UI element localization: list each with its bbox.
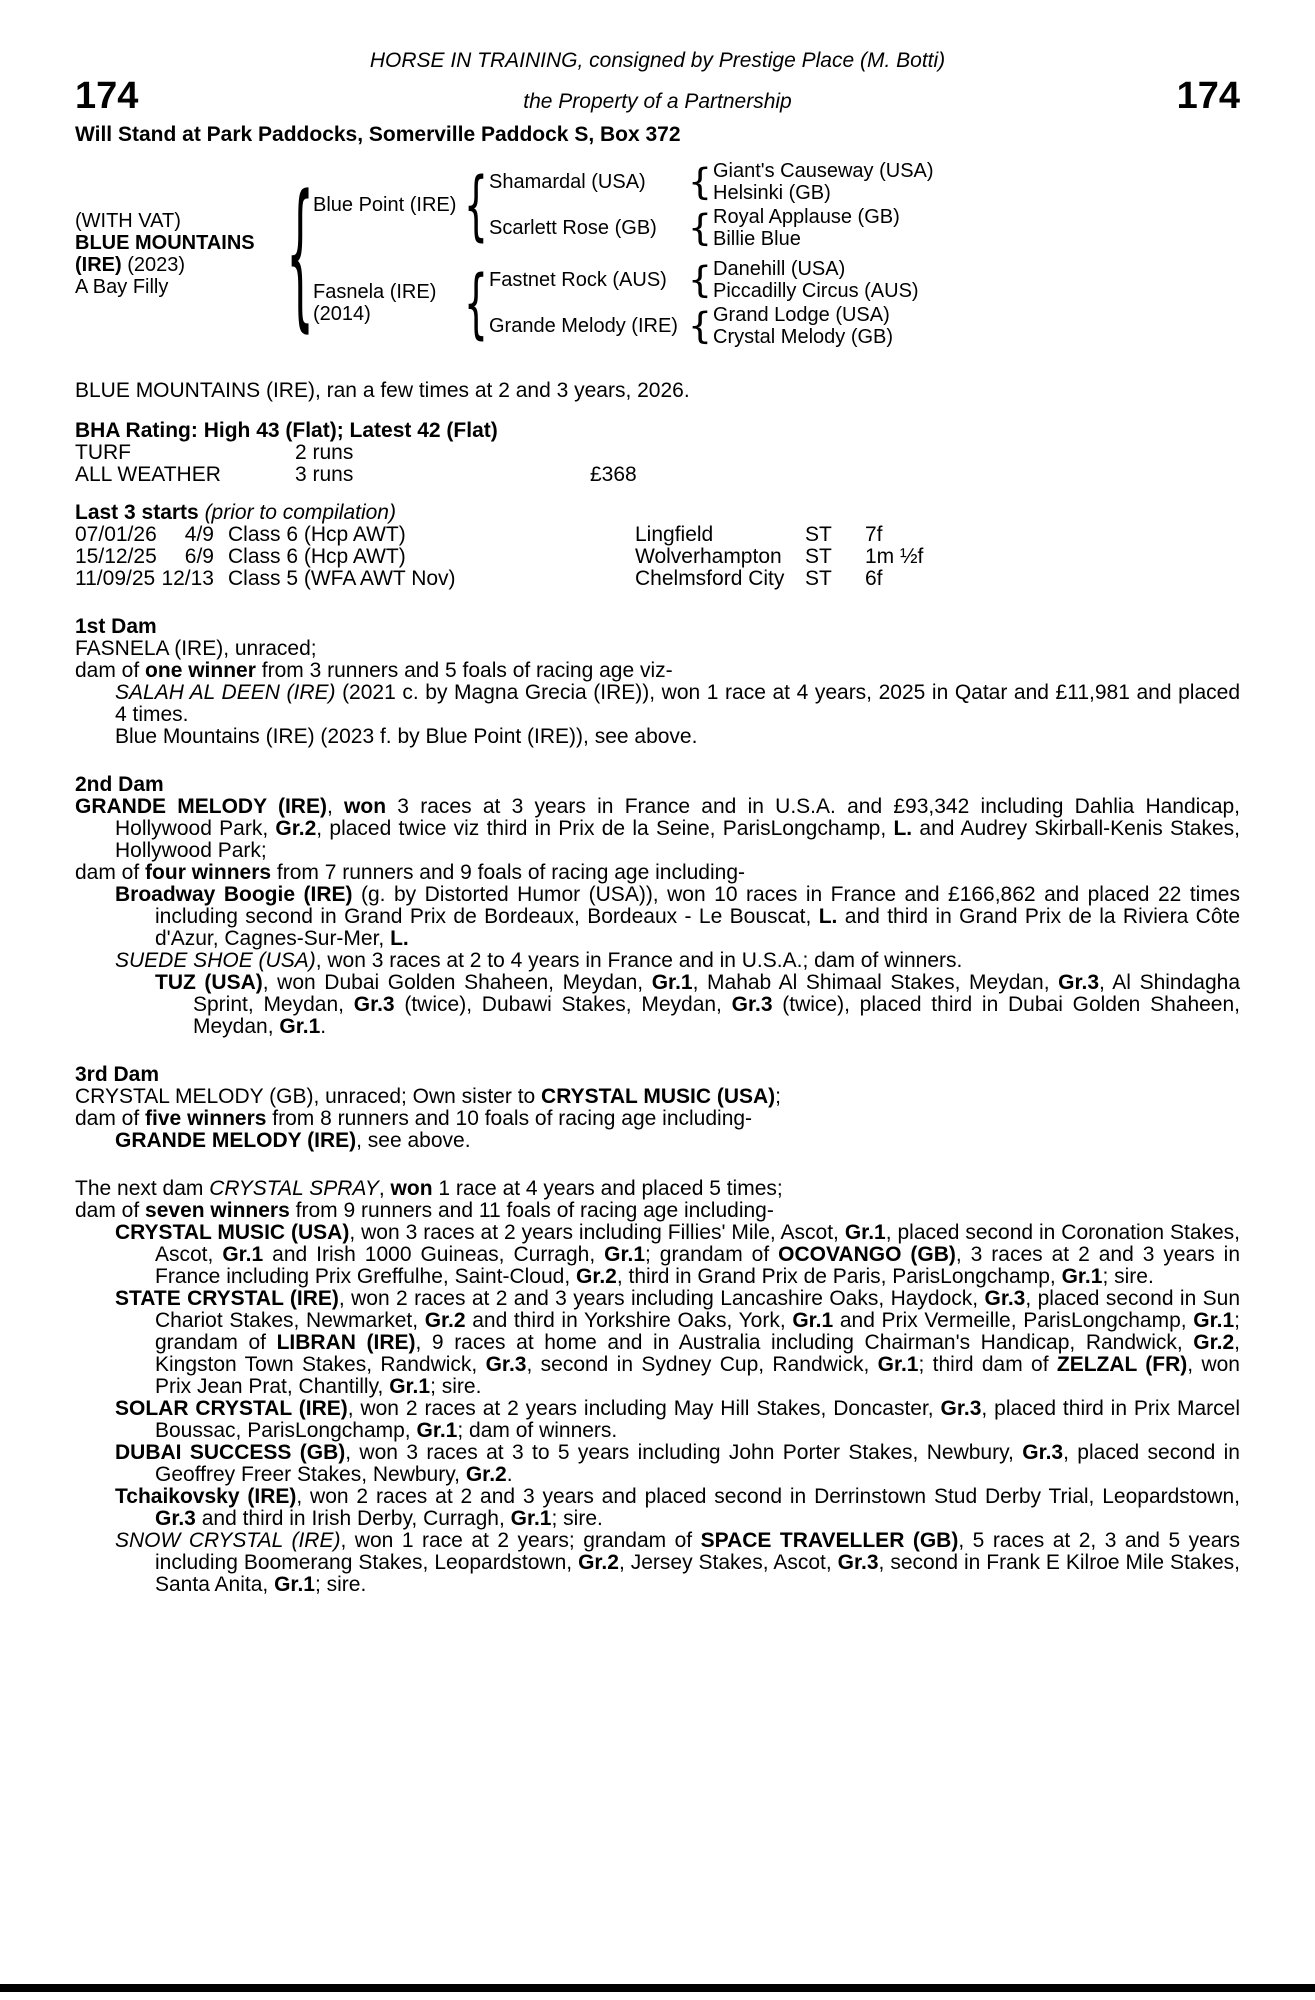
surface-earnings (590, 442, 1240, 464)
surface-label: ALL WEATHER (75, 463, 221, 486)
last-starts-heading (75, 502, 1240, 524)
brace-icon (687, 217, 713, 239)
property-line: the Property of a Partnership (523, 90, 792, 113)
section-1st-dam (75, 616, 1240, 748)
start-date: 07/01/26 (75, 523, 157, 546)
dam-grandparents (489, 258, 1240, 348)
pedigree-table (75, 160, 1240, 348)
last-starts-title: Last 3 starts (75, 501, 199, 524)
start-row (75, 546, 1240, 568)
sire-branch (313, 160, 1240, 250)
start-course: Lingfield (635, 523, 714, 546)
start-row (75, 568, 1240, 590)
sire-sire-branch (489, 160, 1240, 204)
pedigree-paragraph: SALAH AL DEEN (IRE) (2021 c. by Magna Grecia (IRE)), won 1 race at 4 years, 2025 in Qatar and £11,981 and placed 4 times. (115, 681, 1240, 726)
subject-description: A Bay Filly (75, 276, 169, 298)
section-heading: 2nd Dam (75, 773, 164, 796)
pedigree-paragraph: dam of one winner from 3 runners and 5 foals of racing age viz- (75, 659, 673, 682)
lot-number-left: 174 (75, 75, 139, 117)
dam-sire-branch (489, 258, 1240, 302)
section-3rd-dam (75, 1064, 1240, 1152)
dam-sire-sire-name: Danehill (USA) (713, 258, 846, 280)
start-row (75, 524, 1240, 546)
sire-grandparents (489, 160, 1240, 250)
start-race-class: Class 5 (WFA AWT Nov) (228, 567, 456, 590)
brace-icon (463, 292, 489, 314)
brace-icon (687, 315, 713, 337)
pedigree-parents (313, 160, 1240, 348)
page-edge-bar (0, 1984, 1315, 1992)
start-date: 11/09/25 (75, 567, 156, 590)
brace-icon (687, 269, 713, 291)
start-race-class: Class 6 (Hcp AWT) (228, 545, 406, 568)
sire-dam-sire-name: Royal Applause (GB) (713, 206, 900, 228)
surface-runs: 3 runs (295, 463, 354, 486)
pedigree-paragraph: SNOW CRYSTAL (IRE), won 1 race at 2 years; grandam of SPACE TRAVELLER (GB), 5 races at 2, 3 and 5 years including Boomerang Stakes, Leopardstown, Gr.2, Jersey Stakes, Ascot, Gr.3, second in Frank E Kilroe Mile Stakes, Santa Anita, Gr.1; sire. (115, 1529, 1240, 1596)
lot-number-right: 174 (1176, 75, 1240, 117)
lot-row (75, 76, 1240, 116)
dam-dam-branch (489, 304, 1240, 348)
start-position: 12/13 (161, 567, 214, 590)
pedigree-paragraph: SUEDE SHOE (USA), won 3 races at 2 to 4 years in France and in U.S.A.; dam of winners. (115, 949, 963, 972)
pedigree-paragraph: The next dam CRYSTAL SPRAY, won 1 race at 4 years and placed 5 times; (75, 1177, 783, 1200)
start-race-class: Class 6 (Hcp AWT) (228, 523, 406, 546)
dam-year: (2014) (313, 303, 371, 325)
section-heading: 3rd Dam (75, 1063, 160, 1086)
subject-name: BLUE MOUNTAINS (75, 232, 255, 254)
sire-dam-name: Scarlett Rose (GB) (489, 217, 657, 239)
surface-runs: 2 runs (295, 441, 354, 464)
dam-name: Fasnela (IRE) (313, 281, 437, 303)
surface-row-turf (75, 442, 1240, 464)
start-course: Wolverhampton (635, 545, 782, 568)
start-going: ST (805, 545, 832, 568)
surface-row-all-weather (75, 464, 1240, 486)
pedigree-paragraph: dam of four winners from 7 runners and 9 foals of racing age including- (75, 861, 745, 884)
pedigree-paragraph: GRANDE MELODY (IRE), won 3 races at 3 years in France and in U.S.A. and £93,342 including Dahlia Handicap, Hollywood Park, Gr.2, placed twice viz third in Prix de la Seine, ParisLongchamp, L. and Audrey Skirball-Kenis Stakes, Hollywood Park; (75, 795, 1241, 862)
pedigree-paragraph: Tchaikovsky (IRE), won 2 races at 2 and 3 years and placed second in Derrinstown Stud Derby Trial, Leopardstown, Gr.3 and third in Irish Derby, Curragh, Gr.1; sire. (115, 1485, 1240, 1530)
pedigree-paragraph: CRYSTAL MELODY (GB), unraced; Own sister to CRYSTAL MUSIC (USA); (75, 1085, 781, 1108)
pedigree-paragraph: DUBAI SUCCESS (GB), won 3 races at 3 to 5 years including John Porter Stakes, Newbury, Gr.3, placed second in Geoffrey Freer Stakes, Newbury, Gr.2. (115, 1441, 1240, 1486)
section-heading: 1st Dam (75, 615, 157, 638)
dam-sire-dam-name: Piccadilly Circus (AUS) (713, 280, 919, 302)
subject-year: (2023) (121, 254, 186, 276)
dam-sire-name: Fastnet Rock (AUS) (489, 269, 667, 291)
start-position: 4/9 (184, 523, 214, 546)
start-position: 6/9 (184, 545, 214, 568)
subject-country: (IRE) (75, 254, 122, 276)
brace-icon (287, 243, 313, 265)
start-distance: 1m ½f (865, 545, 924, 568)
section-next-dam (75, 1178, 1240, 1596)
dam-dam-dam-name: Crystal Melody (GB) (713, 326, 894, 348)
sire-dam-branch (489, 206, 1240, 250)
pedigree-paragraph: STATE CRYSTAL (IRE), won 2 races at 2 and 3 years including Lancashire Oaks, Haydock, Gr.3, placed second in Sun Chariot Stakes, Newmarket, Gr.2 and third in Yorkshire Oaks, York, Gr.1 and Prix Vermeille, ParisLongchamp, Gr.1; grandam of LIBRAN (IRE), 9 races at home and in Australia including Chairman's Handicap, Randwick, Gr.2, Kingston Town Stakes, Randwick, Gr.3, second in Sydney Cup, Randwick, Gr.1; third dam of ZELZAL (FR), won Prix Jean Prat, Chantilly, Gr.1; sire. (115, 1287, 1241, 1398)
pedigree-paragraph: Blue Mountains (IRE) (2023 f. by Blue Point (IRE)), see above. (115, 725, 698, 748)
race-record-line: BLUE MOUNTAINS (IRE), ran a few times at 2 and 3 years, 2026. (75, 379, 690, 402)
dam-name-block (313, 281, 463, 325)
subject-suffix (75, 254, 287, 276)
brace-icon (687, 171, 713, 193)
dam-branch (313, 258, 1240, 348)
pedigree-paragraph: SOLAR CRYSTAL (IRE), won 2 races at 2 years including May Hill Stakes, Doncaster, Gr.3, placed third in Prix Marcel Boussac, ParisLongchamp, Gr.1; dam of winners. (115, 1397, 1240, 1442)
pedigree-paragraph: dam of seven winners from 9 runners and 11 foals of racing age including- (75, 1199, 774, 1222)
pedigree-paragraph: CRYSTAL MUSIC (USA), won 3 races at 2 years including Fillies' Mile, Ascot, Gr.1, placed second in Coronation Stakes, Ascot, Gr.1 and Irish 1000 Guineas, Curragh, Gr.1; grandam of OCOVANGO (GB), 3 races at 2 and 3 years in France including Prix Greffulhe, Saint-Cloud, Gr.2, third in Grand Prix de Paris, ParisLongchamp, Gr.1; sire. (115, 1221, 1241, 1288)
surface-earnings: £368 (590, 463, 637, 486)
dam-dam-name: Grande Melody (IRE) (489, 315, 678, 337)
bha-rating-line: BHA Rating: High 43 (Flat); Latest 42 (Flat) (75, 419, 498, 442)
last-starts-subtitle: (prior to compilation) (198, 501, 396, 524)
brace-icon (463, 194, 489, 216)
dam-dam-sire-name: Grand Lodge (USA) (713, 304, 890, 326)
start-distance: 6f (865, 567, 883, 590)
stand-note: Will Stand at Park Paddocks, Somerville Paddock S, Box 372 (75, 123, 681, 146)
start-date: 15/12/25 (75, 545, 157, 568)
sire-sire-dam-name: Helsinki (GB) (713, 182, 831, 204)
pedigree-paragraph: FASNELA (IRE), unraced; (75, 637, 317, 660)
subject-block (75, 210, 287, 298)
vat-note: (WITH VAT) (75, 210, 181, 232)
start-distance: 7f (865, 523, 883, 546)
start-course: Chelmsford City (635, 567, 785, 590)
surface-label: TURF (75, 441, 131, 464)
sire-name: Blue Point (IRE) (313, 194, 457, 216)
pedigree-paragraph: Broadway Boogie (IRE) (g. by Distorted Humor (USA)), won 10 races in France and £166,862 and placed 22 times including second in Grand Prix de Bordeaux, Bordeaux - Le Bouscat, L. and third in Grand Prix de la Riviera Côte d'Azur, Cagnes-Sur-Mer, L. (115, 883, 1241, 950)
start-going: ST (805, 567, 832, 590)
start-going: ST (805, 523, 832, 546)
pedigree-paragraph: dam of five winners from 8 runners and 10 foals of racing age including- (75, 1107, 753, 1130)
pedigree-paragraph: TUZ (USA), won Dubai Golden Shaheen, Meydan, Gr.1, Mahab Al Shimaal Stakes, Meydan, Gr.3, Al Shindagha Sprint, Meydan, Gr.3 (twice), Dubawi Stakes, Meydan, Gr.3 (twice), placed third in Dubai Golden Shaheen, Meydan, Gr.1. (155, 971, 1241, 1038)
sire-sire-sire-name: Giant's Causeway (USA) (713, 160, 934, 182)
sire-sire-name: Shamardal (USA) (489, 171, 646, 193)
consignment-line: HORSE IN TRAINING, consigned by Prestige Place (M. Botti) (369, 49, 946, 72)
pedigree-paragraph: GRANDE MELODY (IRE), see above. (115, 1129, 471, 1152)
section-2nd-dam (75, 774, 1240, 1038)
sire-dam-dam-name: Billie Blue (713, 228, 801, 250)
